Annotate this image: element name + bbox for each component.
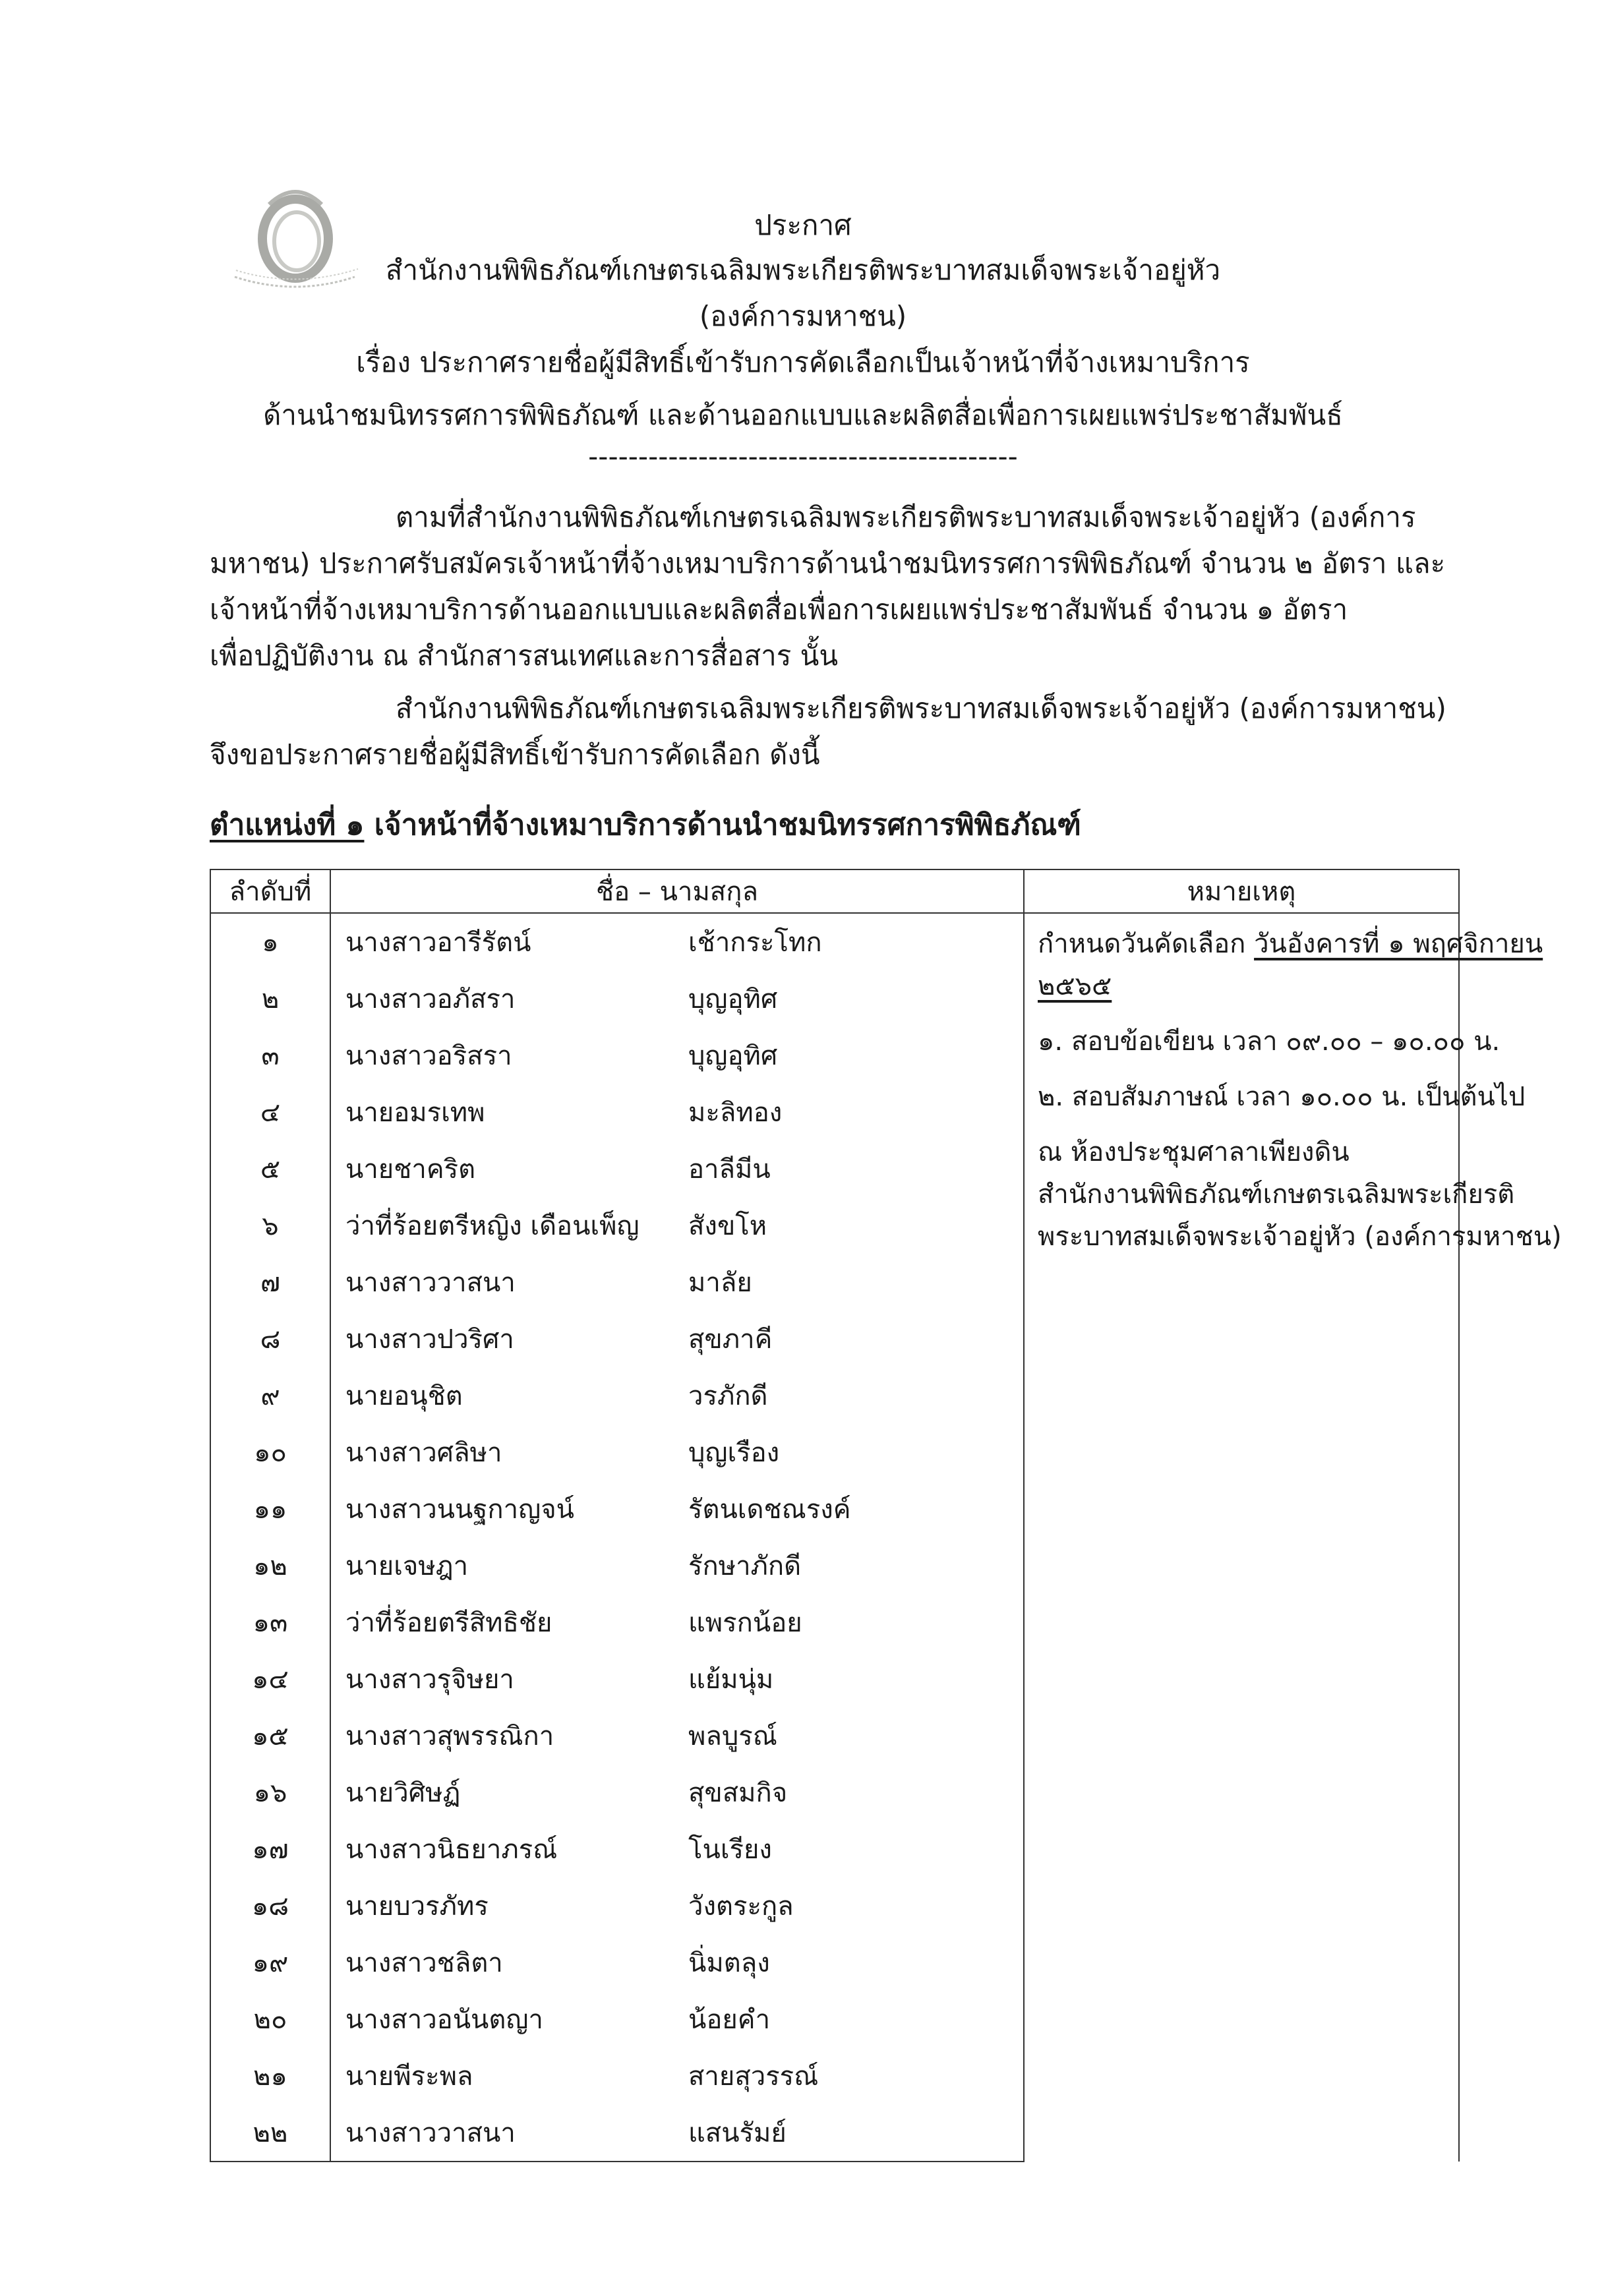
table-header-row bbox=[210, 869, 1459, 913]
row-number: ๑๓ bbox=[210, 1594, 330, 1651]
row-number: ๕ bbox=[210, 1140, 330, 1197]
first-name: ว่าที่ร้อยตรีหญิง เดือนเพ็ญ bbox=[345, 1211, 639, 1241]
first-name: นางสาววาสนา bbox=[345, 1268, 516, 1298]
paragraph-1-line-1: ตามที่สำนักงานพิพิธภัณฑ์เกษตรเฉลิมพระเกียรติพระบาทสมเด็จพระเจ้าอยู่หัว (องค์การ bbox=[396, 501, 1416, 533]
row-number: ๒๑ bbox=[210, 2047, 330, 2104]
note-schedule-prefix: กำหนดวันคัดเลือก bbox=[1038, 929, 1246, 959]
first-name: นายชาคริต bbox=[345, 1154, 476, 1185]
note-venue: ณ ห้องประชุมศาลาเพียงดิน bbox=[1038, 1137, 1350, 1167]
row-number: ๑๔ bbox=[210, 1651, 330, 1707]
row-fullname bbox=[330, 1594, 1024, 1651]
first-name: นายเจษฎา bbox=[345, 1551, 469, 1581]
row-fullname bbox=[330, 1027, 1024, 1084]
separator-line: ------------------------------------------- bbox=[588, 440, 1018, 473]
row-fullname bbox=[330, 1424, 1024, 1481]
first-name: นางสาววาสนา bbox=[345, 2118, 516, 2148]
surname: บุญอุทิศ bbox=[688, 984, 778, 1015]
candidate-table bbox=[210, 869, 1562, 2162]
surname: วรภักดี bbox=[688, 1381, 768, 1411]
surname: บุญอุทิศ bbox=[688, 1041, 778, 1071]
first-name: นางสาวสุพรรณิกา bbox=[345, 1721, 554, 1751]
row-fullname bbox=[330, 2047, 1024, 2104]
row-fullname bbox=[330, 970, 1024, 1027]
row-number: ๑๒ bbox=[210, 1537, 330, 1594]
note-date: วันอังคารที่ ๑ พฤศจิกายน bbox=[1254, 929, 1543, 959]
row-number: ๙ bbox=[210, 1367, 330, 1424]
surname: สังขโห bbox=[688, 1211, 767, 1241]
first-name: นางสาวอริสรา bbox=[345, 1041, 512, 1071]
row-number: ๒๒ bbox=[210, 2104, 330, 2162]
paragraph-2-line-1: สำนักงานพิพิธภัณฑ์เกษตรเฉลิมพระเกียรติพระบาทสมเด็จพระเจ้าอยู่หัว (องค์การมหาชน) bbox=[396, 692, 1446, 724]
row-number: ๑๙ bbox=[210, 1934, 330, 1991]
row-fullname bbox=[330, 1764, 1024, 1821]
row-fullname bbox=[330, 1537, 1024, 1594]
first-name: นายบวรภัทร bbox=[345, 1891, 489, 1922]
table-row bbox=[210, 913, 1459, 970]
first-name: นายพีระพล bbox=[345, 2061, 473, 2092]
row-fullname bbox=[330, 1140, 1024, 1197]
row-number: ๑๘ bbox=[210, 1877, 330, 1934]
first-name: นายวิศิษฏ์ bbox=[345, 1778, 461, 1808]
row-number: ๒ bbox=[210, 970, 330, 1027]
row-fullname bbox=[330, 1821, 1024, 1877]
row-number: ๑๖ bbox=[210, 1764, 330, 1821]
surname: โนเรียง bbox=[688, 1835, 772, 1865]
header-name: ชื่อ – นามสกุล bbox=[330, 869, 1024, 913]
first-name: ว่าที่ร้อยตรีสิทธิชัย bbox=[345, 1608, 552, 1638]
row-number: ๑ bbox=[210, 913, 330, 970]
surname: มะลิทอง bbox=[688, 1098, 783, 1128]
announcement-subject-line2: ด้านนำชมนิทรรศการพิพิธภัณฑ์ และด้านออกแบบและผลิตสื่อเพื่อการเผยแพร่ประชาสัมพันธ์ bbox=[263, 399, 1343, 431]
note-written-exam: ๑. สอบข้อเขียน เวลา ๐๙.๐๐ – ๑๐.๐๐ น. bbox=[1038, 1026, 1501, 1057]
surname: อาลีมีน bbox=[688, 1154, 771, 1185]
row-fullname bbox=[330, 1877, 1024, 1934]
row-fullname bbox=[330, 913, 1024, 970]
row-fullname bbox=[330, 1367, 1024, 1424]
first-name: นางสาวอภัสรา bbox=[345, 984, 516, 1015]
row-number: ๑๑ bbox=[210, 1481, 330, 1537]
announcement-title: ประกาศ bbox=[754, 209, 852, 241]
row-number: ๑๗ bbox=[210, 1821, 330, 1877]
first-name: นางสาวปวริศา bbox=[345, 1324, 514, 1355]
note-cell bbox=[1024, 913, 1562, 2162]
surname: มาลัย bbox=[688, 1268, 752, 1298]
first-name: นายอมรเทพ bbox=[345, 1098, 485, 1128]
position-label: ตำแหน่งที่ ๑ bbox=[210, 808, 365, 842]
organization-type: (องค์การมหาชน) bbox=[699, 300, 907, 332]
header-number: ลำดับที่ bbox=[210, 869, 330, 913]
surname: พลบูรณ์ bbox=[688, 1721, 777, 1751]
row-number: ๒๐ bbox=[210, 1991, 330, 2047]
paragraph-1-line-4: เพื่อปฏิบัติงาน ณ สำนักสารสนเทศและการสื่อสาร นั้น bbox=[210, 639, 839, 672]
row-fullname bbox=[330, 1310, 1024, 1367]
note-venue-org-2: พระบาทสมเด็จพระเจ้าอยู่หัว (องค์การมหาชน) bbox=[1038, 1222, 1562, 1252]
paragraph-2-line-2: จึงขอประกาศรายชื่อผู้มีสิทธิ์เข้ารับการคัดเลือก ดังนี้ bbox=[210, 738, 820, 771]
surname: แย้มนุ่ม bbox=[688, 1664, 774, 1695]
row-fullname bbox=[330, 1991, 1024, 2047]
surname: แพรกน้อย bbox=[688, 1608, 802, 1638]
announcement-subject: เรื่อง ประกาศรายชื่อผู้มีสิทธิ์เข้ารับการคัดเลือกเป็นเจ้าหน้าที่จ้างเหมาบริการ bbox=[356, 346, 1250, 378]
row-number: ๓ bbox=[210, 1027, 330, 1084]
surname: วังตระกูล bbox=[688, 1891, 794, 1922]
row-fullname bbox=[330, 1254, 1024, 1310]
row-number: ๖ bbox=[210, 1197, 330, 1254]
surname: สายสุวรรณ์ bbox=[688, 2061, 819, 2092]
organization-name: สำนักงานพิพิธภัณฑ์เกษตรเฉลิมพระเกียรติพระบาทสมเด็จพระเจ้าอยู่หัว bbox=[385, 254, 1221, 286]
first-name: นางสาวชลิตา bbox=[345, 1948, 503, 1978]
note-venue-org: สำนักงานพิพิธภัณฑ์เกษตรเฉลิมพระเกียรติ bbox=[1038, 1179, 1515, 1210]
first-name: นางสาวนนฐกาญจน์ bbox=[345, 1494, 574, 1525]
surname: แสนรัมย์ bbox=[688, 2118, 787, 2148]
surname: น้อยคำ bbox=[688, 2005, 771, 2035]
first-name: นางสาวศลิษา bbox=[345, 1438, 502, 1468]
row-fullname bbox=[330, 2104, 1024, 2162]
first-name: นางสาวนิธยาภรณ์ bbox=[345, 1835, 558, 1865]
row-fullname bbox=[330, 1651, 1024, 1707]
surname: เช้ากระโทก bbox=[688, 927, 822, 958]
row-number: ๑๕ bbox=[210, 1707, 330, 1764]
paragraph-1-line-2: มหาชน) ประกาศรับสมัครเจ้าหน้าที่จ้างเหมาบริการด้านนำชมนิทรรศการพิพิธภัณฑ์ จำนวน ๒ อัตรา และ bbox=[210, 547, 1446, 579]
position-heading bbox=[210, 806, 1081, 845]
row-fullname bbox=[330, 1934, 1024, 1991]
row-fullname bbox=[330, 1707, 1024, 1764]
row-fullname bbox=[330, 1197, 1024, 1254]
surname: บุญเรือง bbox=[688, 1438, 780, 1468]
surname: รักษาภักดี bbox=[688, 1551, 802, 1581]
surname: รัตนเดชณรงค์ bbox=[688, 1494, 851, 1525]
first-name: นางสาวรุจิษยา bbox=[345, 1664, 514, 1695]
surname: นิ่มตลุง bbox=[688, 1948, 770, 1978]
note-schedule bbox=[1038, 923, 1543, 965]
paragraph-1-line-3: เจ้าหน้าที่จ้างเหมาบริการด้านออกแบบและผลิตสื่อเพื่อการเผยแพร่ประชาสัมพันธ์ จำนวน ๑ อัตรา bbox=[210, 593, 1348, 626]
position-title: เจ้าหน้าที่จ้างเหมาบริการด้านนำชมนิทรรศการพิพิธภัณฑ์ bbox=[374, 808, 1081, 842]
row-fullname bbox=[330, 1084, 1024, 1140]
first-name: นายอนุชิต bbox=[345, 1381, 463, 1411]
note-year-line bbox=[1038, 965, 1458, 1007]
row-fullname bbox=[330, 1481, 1024, 1537]
note-interview: ๒. สอบสัมภาษณ์ เวลา ๑๐.๐๐ น. เป็นต้นไป bbox=[1038, 1082, 1526, 1112]
row-number: ๗ bbox=[210, 1254, 330, 1310]
surname: สุขสมกิจ bbox=[688, 1778, 788, 1808]
row-number: ๘ bbox=[210, 1310, 330, 1367]
first-name: นางสาวอารีรัตน์ bbox=[345, 927, 531, 958]
row-number: ๔ bbox=[210, 1084, 330, 1140]
note-year: ๒๕๖๕ bbox=[1038, 971, 1112, 1001]
row-number: ๑๐ bbox=[210, 1424, 330, 1481]
surname: สุขภาคี bbox=[688, 1324, 773, 1355]
header-note: หมายเหตุ bbox=[1024, 869, 1459, 913]
first-name: นางสาวอนันตญา bbox=[345, 2005, 543, 2035]
